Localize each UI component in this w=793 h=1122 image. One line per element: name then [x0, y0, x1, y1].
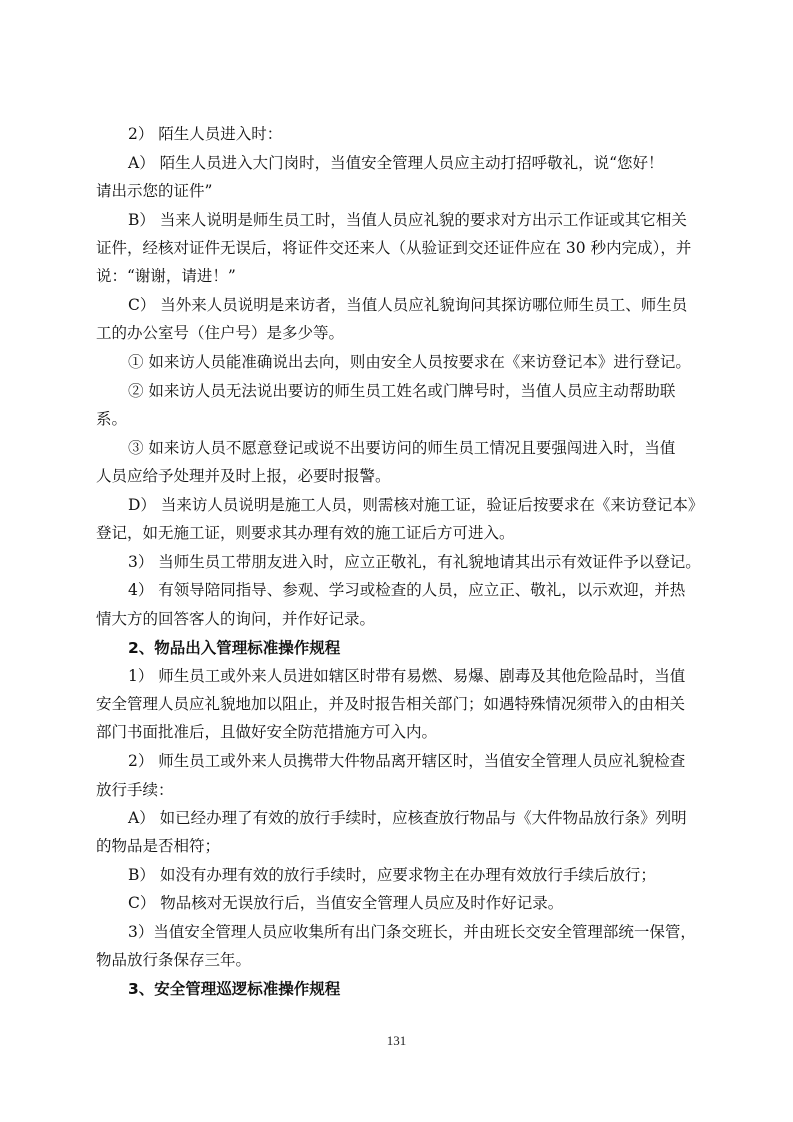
body-line: 安全管理人员应礼貌地加以阻止，并及时报告相关部门；如遇特殊情况须带入的由相关	[96, 695, 686, 713]
body-line: A） 陌生人员进入大门岗时，当值安全管理人员应主动打招呼敬礼，说“您好！	[128, 154, 664, 172]
body-line: 情大方的回答客人的询问，并作好记录。	[96, 610, 376, 628]
body-line: ② 如来访人员无法说出要访的师生员工姓名或门牌号时，当值人员应主动帮助联	[128, 382, 676, 400]
body-line: 2） 陌生人员进入时：	[128, 125, 283, 143]
body-line: B） 当来人说明是师生员工时，当值人员应礼貌的要求对方出示工作证或其它相关	[128, 211, 687, 229]
body-line: 说：“谢谢，请进！”	[96, 267, 236, 285]
body-line: C） 当外来人员说明是来访者，当值人员应礼貌询问其探访哪位师生员工、师生员	[128, 296, 688, 314]
body-line: 放行手续：	[96, 781, 174, 799]
body-line: 系。	[96, 410, 128, 428]
body-line: 3） 当师生员工带朋友进入时，应立正敬礼，有礼貌地请其出示有效证件予以登记。	[128, 553, 701, 571]
body-line: 3）当值安全管理人员应收集所有出门条交班长，并由班长交安全管理部统一保管，	[128, 923, 696, 941]
body-line: 1） 师生员工或外来人员进如辖区时带有易燃、易爆、剧毒及其他危险品时，当值	[128, 667, 686, 685]
body-line: ③ 如来访人员不愿意登记或说不出要访问的师生员工情况且要强闯进入时，当值	[128, 439, 676, 457]
body-line: ① 如来访人员能准确说出去向，则由安全人员按要求在《来访登记本》进行登记。	[128, 353, 691, 371]
body-line: 2） 师生员工或外来人员携带大件物品离开辖区时，当值安全管理人员应礼貌检查	[128, 752, 686, 770]
body-line: 请出示您的证件”	[96, 182, 213, 200]
body-line: 登记，如无施工证，则要求其办理有效的施工证后方可进入。	[96, 524, 515, 542]
body-line: D） 当来访人员说明是施工人员，则需核对施工证，验证后按要求在《来访登记本》	[128, 496, 704, 514]
body-line: 物品放行条保存三年。	[96, 951, 252, 969]
body-line: 工的办公室号（住户号）是多少等。	[96, 324, 345, 342]
body-line: 的物品是否相符；	[96, 837, 221, 855]
body-line: B） 如没有办理有效的放行手续时，应要求物主在办理有效放行手续后放行；	[128, 866, 656, 884]
page-number: 131	[386, 1033, 407, 1048]
body-line: A） 如已经办理了有效的放行手续时，应核查放行物品与《大件物品放行条》列明	[128, 809, 687, 827]
section-heading: 2、物品出入管理标准操作规程	[128, 639, 341, 657]
body-line: 人员应给予处理并及时上报，必要时报警。	[96, 467, 391, 485]
body-line: C） 物品核对无误放行后，当值安全管理人员应及时作好记录。	[128, 894, 564, 912]
body-line: 4） 有领导陪同指导、参观、学习或检查的人员，应立正、敬礼，以示欢迎，并热	[128, 581, 686, 599]
body-line: 证件，经核对证件无误后，将证件交还来人（从验证到交还证件应在 30 秒内完成），并	[96, 239, 692, 257]
section-heading: 3、安全管理巡逻标准操作规程	[128, 980, 341, 998]
body-line: 部门书面批准后，且做好安全防范措施方可入内。	[96, 723, 438, 741]
